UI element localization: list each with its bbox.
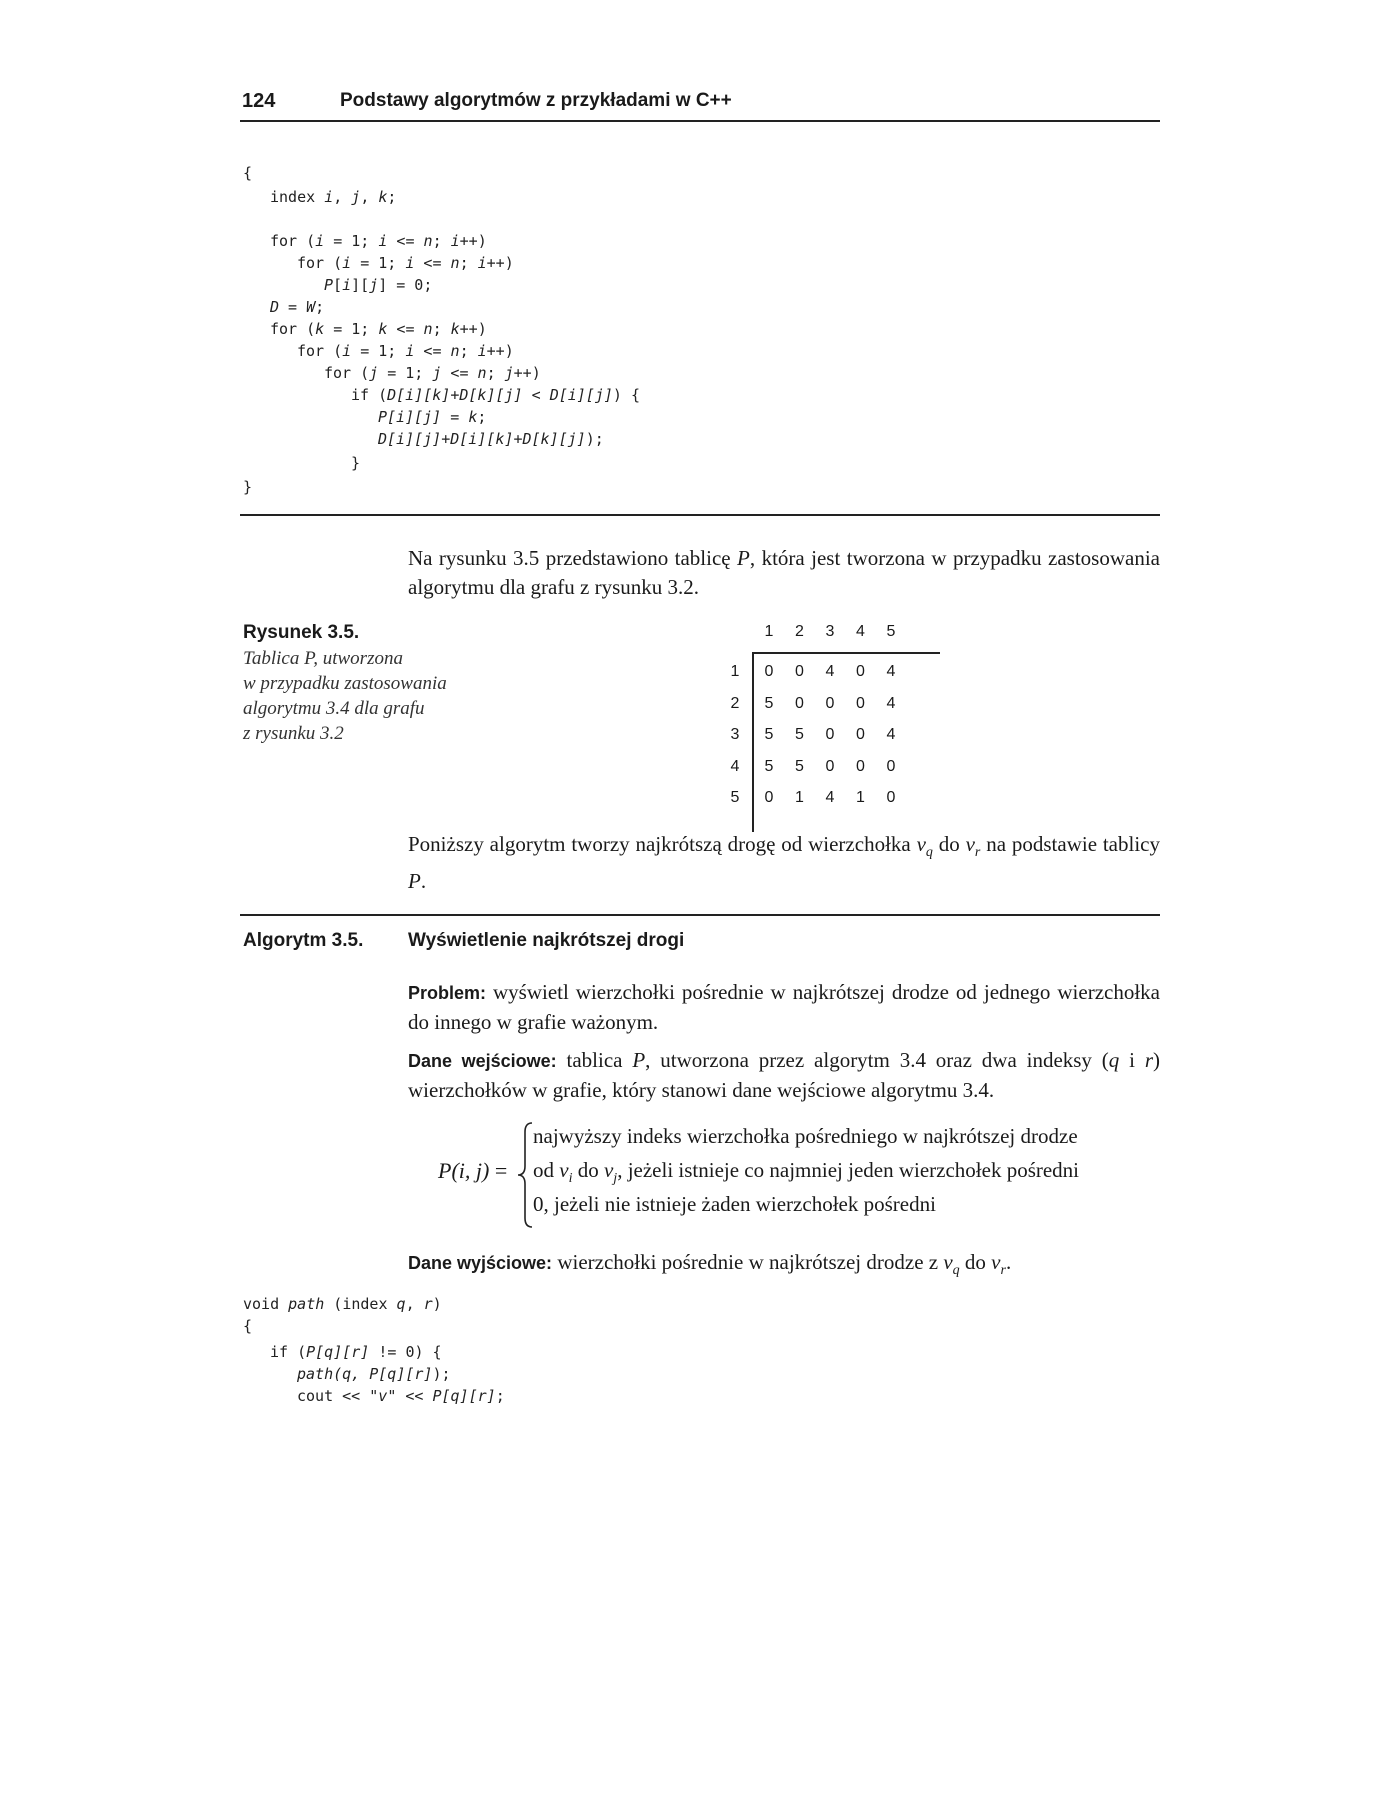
matrix-cell: 0	[856, 757, 865, 775]
matrix-cell: 0	[795, 663, 804, 680]
matrix-cell: 0	[764, 789, 774, 806]
problem-paragraph: Problem: wyświetl wierzchołki pośrednie w najkrótszej drodze od jednego wierzchołka do innego w grafie ważonym.	[408, 980, 1160, 1034]
code-line: path(q, P[q][r]);	[297, 1365, 451, 1383]
matrix-cell: 0	[825, 694, 835, 712]
matrix-column-header: 2	[795, 623, 804, 640]
matrix-row-header: 1	[730, 663, 740, 680]
code-line: P[i][j] = k;	[378, 408, 487, 426]
intro-paragraph: Na rysunku 3.5 przedstawiono tablicę P, która jest tworzona w przypadku zastosowania algorytmu dla grafu z rysunku 3.2.	[408, 546, 1160, 599]
curly-brace-icon	[516, 1120, 534, 1230]
code-line: index i, j, k;	[270, 188, 397, 206]
code-line: for (i = 1; i <= n; i++)	[297, 254, 514, 272]
matrix-row-header: 5	[730, 789, 740, 806]
code-line: for (k = 1; k <= n; k++)	[270, 320, 487, 338]
code-line: {	[243, 164, 253, 182]
matrix-horizontal-rule	[752, 652, 940, 654]
book-title: Podstawy algorytmów z przykładami w C++	[340, 90, 732, 111]
matrix-row-header: 4	[730, 757, 740, 775]
code-line: {	[243, 1317, 253, 1335]
divider	[240, 914, 1160, 916]
formula-case-2: od $v_i$ do $v_j$, jeżeli istnieje co najmniej jeden wierzchołek pośredni	[533, 1158, 1080, 1187]
code-line: }	[243, 478, 253, 496]
output-paragraph: Dane wyjściowe: wierzchołki pośrednie w najkrótszej drodze z $v_q$ do $v_r$.	[408, 1250, 1012, 1279]
matrix-cell: 5	[795, 757, 804, 775]
algorithm-title: Wyświetlenie najkrótszej drogi	[408, 930, 685, 951]
matrix-cell: 1	[795, 789, 804, 806]
matrix-cell: 0	[825, 726, 835, 743]
matrix-p-table	[730, 620, 970, 820]
matrix-cell: 0	[886, 789, 896, 806]
matrix-cell: 0	[856, 694, 865, 712]
matrix-cell: 0	[795, 694, 804, 712]
matrix-cell: 0	[764, 663, 774, 680]
code-line: void path (index q, r)	[243, 1295, 442, 1313]
divider	[240, 514, 1160, 516]
page-number: 124	[242, 90, 276, 112]
code-line: if (P[q][r] != 0) {	[270, 1343, 442, 1361]
matrix-cell: 4	[886, 694, 896, 712]
matrix-cell: 0	[825, 757, 835, 775]
matrix-row-header: 3	[730, 726, 740, 743]
matrix-cell: 5	[764, 757, 774, 775]
formula-case-3: 0, jeżeli nie istnieje żaden wierzchołek pośredni	[533, 1192, 936, 1216]
matrix-cell: 4	[886, 663, 896, 680]
matrix-cell: 5	[764, 694, 774, 712]
matrix-cell: 4	[825, 789, 835, 806]
code-block-floyd	[243, 162, 640, 496]
figure-caption	[243, 620, 483, 746]
matrix-column-header: 1	[764, 623, 774, 640]
code-block-path	[243, 1293, 505, 1419]
matrix-column-header: 4	[856, 623, 865, 640]
matrix-cell: 5	[764, 726, 774, 743]
matrix-cell: 5	[795, 726, 804, 743]
matrix-cell: 0	[856, 726, 865, 743]
caption-line: z rysunku 3.2	[243, 723, 344, 744]
matrix-cell: 1	[856, 789, 865, 806]
code-line: for (i = 1; i <= n; i++)	[297, 342, 514, 360]
caption-line: Tablica P, utworzona	[243, 648, 403, 669]
code-line: D = W;	[270, 298, 325, 316]
input-paragraph: Dane wejściowe: tablica P, utworzona przez algorytm 3.4 oraz dwa indeksy (q i r) wierzchołków w grafie, który stanowi dane wejściowe algorytmu 3.4.	[408, 1048, 1160, 1102]
formula-lhs: P(i, j) =	[438, 1158, 508, 1183]
matrix-cell: 0	[886, 757, 896, 775]
code-line: for (i = 1; i <= n; i++)	[270, 232, 487, 250]
code-line: D[i][j]+D[i][k]+D[k][j]);	[378, 430, 604, 448]
matrix-row-header: 2	[730, 694, 740, 712]
code-line: cout << "v" << P[q][r];	[297, 1387, 505, 1405]
caption-line: w przypadku zastosowania	[243, 673, 447, 694]
matrix-cell: 4	[886, 726, 896, 743]
page-header	[240, 88, 1160, 122]
matrix-cell: 4	[825, 663, 835, 680]
matrix-cell: 0	[856, 663, 865, 680]
caption-line: algorytmu 3.4 dla grafu	[243, 698, 425, 719]
figure-label: Rysunek 3.5.	[243, 622, 360, 643]
code-line: if (D[i][k]+D[k][j] < D[i][j]) {	[351, 386, 640, 404]
code-line: }	[351, 454, 361, 472]
after-figure-paragraph: Poniższy algorytm tworzy najkrótszą drogę od wierzchołka $v_q$ do $v_r$ na podstawie tablicy P.	[408, 832, 1160, 894]
code-line: for (j = 1; j <= n; j++)	[324, 364, 541, 382]
formula-p-definition	[430, 1120, 1160, 1230]
matrix-column-header: 3	[825, 623, 835, 640]
matrix-column-header: 5	[886, 623, 896, 640]
algorithm-label: Algorytm 3.5.	[243, 930, 364, 951]
code-line: P[i][j] = 0;	[324, 276, 433, 294]
formula-case-1: najwyższy indeks wierzchołka pośredniego w najkrótszej drodze	[533, 1124, 1078, 1148]
